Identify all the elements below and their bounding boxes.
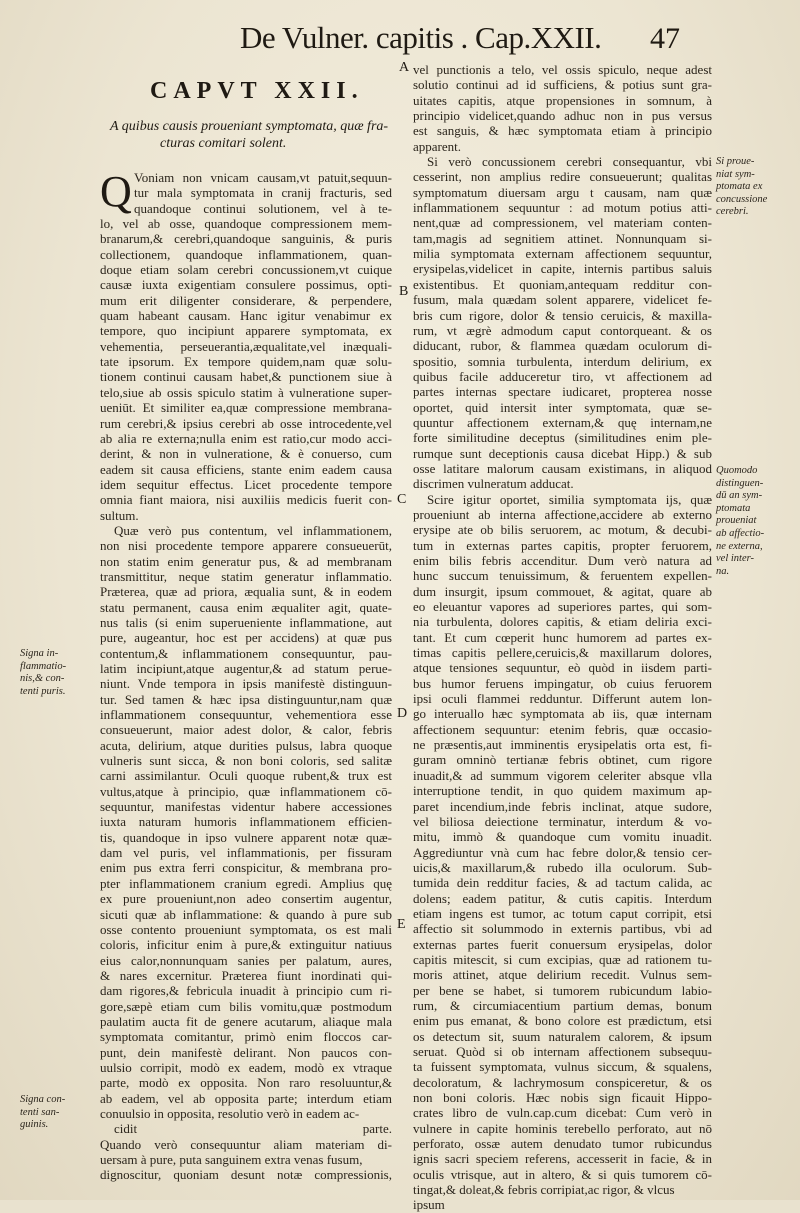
text-line: uersam à pure, puta sanguinem extra venas fusum, <box>100 1152 363 1167</box>
text-line: atque tensiones sequuntur, eò quòd in iisdem parti- <box>413 660 712 676</box>
margin-note-line: na. <box>716 565 730 577</box>
text-line: seruat. Quòd si ob internam affectionem subsequu- <box>413 1044 712 1059</box>
text-line: tate ipsorum. Ex tempore quidem,nam quæ solu- <box>100 354 392 370</box>
text-line: derint, & non in vulneratione, & è conuerso, cum <box>100 446 392 462</box>
text-line: quandoque continui solutionem, vel à te- <box>134 200 392 216</box>
text-line: Præterea, quæ ad priora, æqualia sunt, & in eodem <box>100 584 392 600</box>
margin-note-signa-contenti-sanguinis <box>20 1094 65 1132</box>
margin-note-signa-inflammationis <box>20 648 66 698</box>
margin-note-line: ptomata ex <box>716 181 763 193</box>
section-letter-e: E <box>397 917 406 932</box>
text-line: coloris, inficitur enim à pure,& extinguitur natiuus <box>100 937 392 953</box>
margin-note-line: Si proue- <box>716 156 755 167</box>
text-line: partes internas spectare iudicaret, propterea nosse <box>413 384 712 400</box>
text-line: vehementia, perseuerantia,æqualitate,vel inæquali- <box>100 338 392 354</box>
margin-note-line: ptomata <box>716 502 751 514</box>
text-line: decoloratum, & lachrymosum conspiceretur, & os <box>413 1074 712 1090</box>
text-line: cesserint, non amplius redire consueuerunt; qualitas <box>413 169 712 185</box>
text-line: idem sequitur effectus. Licet procedente tempore <box>100 476 392 492</box>
text-line: quibus facile adduceretur tiro, vt affectionem ad <box>413 368 712 384</box>
margin-note-line: guinis. <box>20 1119 49 1131</box>
margin-note-line: tenti san- <box>20 1106 60 1118</box>
text-line: enim pus emanat, & bono colore est prædictum, etsi <box>413 1013 712 1029</box>
right-text-column <box>413 62 712 1213</box>
subtitle-line: A quibus causis proueniant symptomata, quæ fra- <box>110 119 389 134</box>
text-line: rumque sunt deceptionis causa dicebat Hipp.) & sub <box>413 445 712 461</box>
text-line: est sanguis, & hæc symptomata etiam à principio <box>413 123 712 139</box>
text-line: paret incendium,inde febris inclinat, atque sudore, <box>413 798 712 814</box>
text-line: ab eadem, vel ab opposita parte; interdum etiam <box>100 1090 392 1106</box>
text-line: vel punctionis a telo, vel ossis spiculo, neque adest <box>413 62 712 77</box>
text-line: ne præsentis,aut imminentis erysipelatis orta est, fi- <box>413 737 712 753</box>
margin-note-line: nis,& con- <box>20 673 65 685</box>
text-line: mum erit diligenter considerare, & perpendere, <box>100 292 392 308</box>
text-line: cidit parte. <box>114 1121 392 1137</box>
text-line: Quæ verò pus contentum, vel inflammationem, <box>114 522 392 538</box>
text-line: dum insurgit, ipsum commouet, & agitat, quare ab <box>413 583 712 599</box>
text-line: dam rigores,& febricula inuadit à principio cum ri- <box>100 983 392 999</box>
text-line: erysipelas,videlicet in capite, internis partibus saluis <box>413 261 712 277</box>
text-line: sultum. <box>100 507 139 523</box>
section-letter-a: A <box>399 60 410 75</box>
text-line: ex pure proueniunt,non adeo consertim augentur, <box>100 891 392 907</box>
text-line: Voniam non vnicam causam,vt patuit,sequun- <box>134 170 392 185</box>
text-line: forte similitudine deceptus (similitudines enim ple- <box>413 430 712 446</box>
text-line: guram omninò tertianæ febris obtinet, cum rigore <box>413 752 712 768</box>
text-line: per bene se habet, si tumorem rubicundum labio- <box>413 982 712 998</box>
text-line: pure, augeantur, hoc est per accidens) at quæ pus <box>100 630 392 646</box>
text-line: Si verò concussionem cerebri consequantur, vbi <box>427 154 712 170</box>
text-line: nent,quæ ad compressionem, vel materiam conten- <box>413 215 712 231</box>
text-line: tionem continui causam habet,& punctionem siue à <box>100 369 392 385</box>
margin-note-line: flammatio- <box>20 660 67 672</box>
text-line: os detectum sit, suum naturalem calorem, & ipsum <box>413 1028 712 1044</box>
text-line: inflammationem consequuntur, vehementiora esse <box>100 707 392 723</box>
margin-note-line: niat sym- <box>716 168 755 180</box>
text-line: existentibus. Et quoniam,antequam redditur con- <box>413 276 712 292</box>
chapter-subtitle <box>110 118 390 152</box>
text-line: milia symptomata externam affectionem sequuntur, <box>413 246 712 262</box>
text-line: parte, modò ex opposita. Non raro resoluuntur,& <box>100 1075 392 1091</box>
text-line: enim pus extra ferri conspicitur, & membrana pro- <box>100 860 392 876</box>
text-line: non nisi procedente tempore apparere consueuerūt, <box>100 538 392 554</box>
left-text-column <box>100 167 392 1183</box>
text-line: tingat,& doleat,& febris corripiat,ac rigor, & vlcus <box>413 1182 675 1198</box>
text-line: Aggrediuntur vnà cum hac febre dolor,& tensio cer- <box>413 844 712 860</box>
text-line: iuxta naturam humoris inflammationem efficien- <box>100 814 392 830</box>
text-line: carni assimilantur. Oculi quoque rubent,& trux est <box>100 768 392 784</box>
text-line: mitu, immò & quandoque cum vomitu inuadit. <box>413 829 712 845</box>
text-line: omnia fiant maiora, nisi auxiliis medicis fuerit con- <box>100 492 392 508</box>
text-line: gore,sæpè etiam cum bilis vomitu,quæ postmodum <box>100 998 392 1014</box>
text-line: lo, vel ab osse, quandoque compressionem mem- <box>100 216 392 232</box>
text-line: principio videlicet,quando adhuc non in pus versus <box>413 108 712 124</box>
text-line: ignis sacri speciem referens, accesserit in facie, & in <box>413 1151 712 1167</box>
text-line: Quando verò consequuntur aliam materiam di- <box>100 1136 392 1152</box>
text-line: ta fuissent symptomata, vulnus siccum, & squalens, <box>413 1059 712 1075</box>
text-line: capitis mitescit, si cum excipias, quæ ad rationem tu- <box>413 951 712 967</box>
section-letter-c: C <box>397 492 407 507</box>
margin-note-line: proueniat <box>716 515 757 527</box>
margin-note-quomodo <box>716 465 764 578</box>
text-line: tur mala symptomata in cranij fracturis, sed <box>134 185 392 201</box>
text-line: affectionem sequuntur: etenim febris, quæ occasio- <box>413 721 712 737</box>
text-line: externas partes fuerit conuersum erysipelas, dolor <box>413 936 712 952</box>
text-line: vultus,atque à principio, quæ inflammationem cō- <box>100 783 392 799</box>
page-header <box>0 18 800 58</box>
margin-note-line: ab affectio- <box>716 527 765 539</box>
text-line: latim incipiunt,atque augentur,& ad statum perue- <box>100 661 392 676</box>
text-line: non statim enim generatur pus, & ad membranam <box>100 553 392 569</box>
text-line: nus talis (si enim superueniente inflammatione, aut <box>100 614 392 630</box>
text-line: proueniunt ab interna affectione,accidere ab externo <box>413 506 712 522</box>
text-line: ab alia re externa;nulla enim est ratio,cur modo acci- <box>100 430 392 446</box>
text-line: dolens; eadem patitur, & cutis capitis. Interdum <box>413 890 712 906</box>
text-line: interruptione tendit, in quo quidem maximum ap- <box>413 783 712 799</box>
text-line: uitates capitis, atque propensiones in somnum, à <box>413 92 712 108</box>
text-line: oportet, quid intersit inter symptomata, quæ se- <box>413 399 712 415</box>
text-line: uicis,& maxillarum,& rubedo illa oculorum. Sub- <box>413 859 712 875</box>
margin-note-line: vel inter- <box>716 553 754 565</box>
text-line: apparent. <box>413 138 462 154</box>
text-line: erysipe ate ob bilis seruorem, ac motum, & decubi- <box>413 522 712 538</box>
text-line: tempore, quo incipiunt apparere symptomata, ex <box>100 323 392 339</box>
text-line: paulatim aucta fit de genere acutarum, aliaque mala <box>100 1013 392 1029</box>
section-letter-d: D <box>397 706 408 721</box>
margin-note-line: cerebri. <box>716 206 749 218</box>
text-line: tis, quandoque in ipso vulnere apparent notæ quæ- <box>100 829 392 845</box>
margin-note-line: tenti puris. <box>20 685 66 697</box>
text-line: statu permanent, causa enim æqualiter agit, quate- <box>100 599 392 615</box>
text-line: eadem sit causa efficiens, stante enim eadem causa <box>100 461 392 477</box>
margin-note-line: distinguen- <box>716 477 764 489</box>
margin-note-line: dū an sym- <box>716 490 763 502</box>
text-line: timas capitis pellere,ceruicis,& maxillarum dolores, <box>413 645 712 661</box>
text-line: symptomatum diuersam argu t causam, nam quæ <box>413 184 712 200</box>
text-line: branarum,& cerebri,quandoque sanguinis, & puris <box>100 231 392 247</box>
text-line: tum in externas partes capitis, propter feruorem, <box>413 537 712 553</box>
text-line: fusum, mala quædam solent apparere, videlicet fe- <box>413 292 712 308</box>
text-line: rum, & circumiacentium partium demas, bonum <box>413 997 712 1013</box>
subtitle-line: cturas comitari solent. <box>160 136 287 151</box>
text-line: discrimen vulneratum adducat. <box>413 476 574 492</box>
text-line: rum cerebri,& ipsius cerebri ab osse introcedente,vel <box>100 415 392 431</box>
text-line: spositio, somnia turbulenta, interdum delirium, ex <box>413 353 712 369</box>
text-line: collectionem, quandoque inflammationem, quan- <box>100 246 392 262</box>
page-number: 47 <box>650 22 680 55</box>
text-line: enim bilis febris accenditur. Dum verò natura ad <box>413 553 712 568</box>
margin-note-si-proueniant <box>716 156 767 219</box>
margin-note-line: Signa in- <box>20 648 59 659</box>
text-line: vulnere in capite hominis terebello perforato, aut nō <box>413 1120 712 1136</box>
text-line: consueuerunt, maior adest dolor, & calor, febris <box>100 722 392 738</box>
text-line: dam vel puris, vel inflammationis, per fissuram <box>100 845 392 861</box>
text-line: non boni coloris. Hæc nobis sign ficauit Hippo- <box>413 1090 712 1106</box>
text-line: solutio continui ad id sufficiens, & potius sunt gra- <box>413 77 712 93</box>
margin-note-line: Signa con- <box>20 1094 66 1105</box>
text-line: hunc succum tenuissimum, & feruentem expellen- <box>413 568 712 584</box>
text-line: affectio sit solummodo in externis partibus, vbi ad <box>413 921 712 937</box>
text-line: pter inflammationem cranium egredi. Amplius quę <box>100 875 392 891</box>
text-line: inflammationem sequuntur : ad motum potius atti- <box>413 200 712 216</box>
text-line: tant. Et cum cœperit hunc humorem ad partes ex- <box>413 629 712 645</box>
text-line: eius calor,nonnunquam sanies per palatum, aures, <box>100 952 392 968</box>
text-line: telo,siue ab ossis spiculo statim à vulneratione super- <box>100 384 392 400</box>
text-line: quam habeant causam. Hanc igitur venabimur ex <box>100 308 392 324</box>
text-line: tumida dein redditur facies, & ad tactum calida, ac <box>413 875 712 891</box>
text-line: rum, vt ægrè admodum caput contorqueant. & os <box>413 322 712 338</box>
text-line: ipsi oculi flammei redduntur. Differunt autem lon- <box>413 691 712 707</box>
text-line: eo eleuantur vapores ad superiores partes, qui som- <box>413 599 712 615</box>
text-line: niunt. Vnde tempora in ipsis manifestè distinguun- <box>100 676 392 692</box>
text-line: vulneris sunt sicca, & non boni coloris, sed salitæ <box>100 753 392 769</box>
margin-note-line: Quomodo <box>716 465 758 476</box>
text-line: osse latitare malorum causam existimans, in aliquod <box>413 460 712 476</box>
section-letter-b: B <box>399 284 409 299</box>
text-line: doque etiam solam cerebri concussionem,vt cuique <box>100 262 392 278</box>
margin-note-line: ne externa, <box>716 540 763 552</box>
text-line: oculis vtrisque, aut in altero, & si quis tumorem cō- <box>413 1166 712 1182</box>
text-line: ueniūt. Et similiter ea,quæ compressione membrana- <box>100 400 392 416</box>
text-line: contentum,& inflammationem consequuntur, pau- <box>100 645 392 661</box>
text-line: go interuallo hæc symptomata ab iis, quæ internam <box>413 706 712 722</box>
text-line: osse contento proueniunt symptomata, os est mali <box>100 921 392 937</box>
text-line: tam,magis ad segnitiem attinet. Nonnunquam si- <box>413 230 712 246</box>
text-line: etiam ingens est tumor, ac totum caput corripit, etsi <box>413 905 712 921</box>
drop-cap: Q <box>100 167 132 216</box>
text-line: inuadit,& ad summum vigorem celeriter absque vlla <box>413 767 712 783</box>
text-line: diducant, rubor, & flammea quædam oculorum di- <box>413 338 712 354</box>
text-line: punt, dein manifestè delirant. Non paucos con- <box>100 1044 392 1060</box>
text-line: transmittitur, neque statim generatur inflammatio. <box>100 568 392 584</box>
text-line: vel biliosa deiectione terminatur, interdum & vo- <box>413 813 712 829</box>
text-line: causæ iuxta exigentiam consulere possimus, opti- <box>100 277 392 293</box>
text-line: perforato, ossæ autem denudato tumor rubicundus <box>413 1136 712 1152</box>
text-line: sequuntur, manifestas videntur habere accessiones <box>100 799 392 815</box>
text-line: & nares excernitur. Præterea fiunt inordinati qui- <box>100 967 392 983</box>
text-line: dignoscitur, quoniam desunt notæ compressionis, <box>100 1167 392 1183</box>
chapter-title: CAPVT XXII. <box>150 78 364 104</box>
text-line: uulsio corripit, modò ex eadem, modò ex vtraque <box>100 1059 392 1075</box>
text-line: ipsum <box>413 1197 445 1213</box>
text-line: bris cum rigore, dolor & tensio ceruicis, & maxilla- <box>413 307 712 323</box>
text-line: Scire igitur oportet, similia symptomata ijs, quæ <box>427 491 712 507</box>
text-line: moris attinet, atque delirium recedit. Vulnus sem- <box>413 967 712 983</box>
text-line: symptomata comitantur, primò enim floccos car- <box>100 1029 392 1045</box>
running-head: De Vulner. capitis . Cap.XXII. <box>240 20 602 55</box>
text-line: nia turbulenta, dolores capitis, & etiam deliria exci- <box>413 614 712 630</box>
margin-note-line: concussione <box>716 193 768 205</box>
text-line: crates libro de vuln.cap.cum dicebat: Cum verò in <box>413 1105 712 1121</box>
text-line: conuulsio in opposita, resolutio verò in eadem ac- <box>100 1105 360 1121</box>
text-line: tur. Sed tamen & hæc ipsa distinguuntur,nam quæ <box>100 691 392 707</box>
text-line: acuta, delirium, atque durities pulsus, labra quoque <box>100 737 392 753</box>
text-line: sicuti quæ ab inflammatione: & quando à pure sub <box>100 906 392 922</box>
text-line: bus humor feruens impingatur, ob cuius feruorem <box>413 675 712 691</box>
text-line: quuntur affectionem externam,& quę internam,ne <box>413 414 712 430</box>
